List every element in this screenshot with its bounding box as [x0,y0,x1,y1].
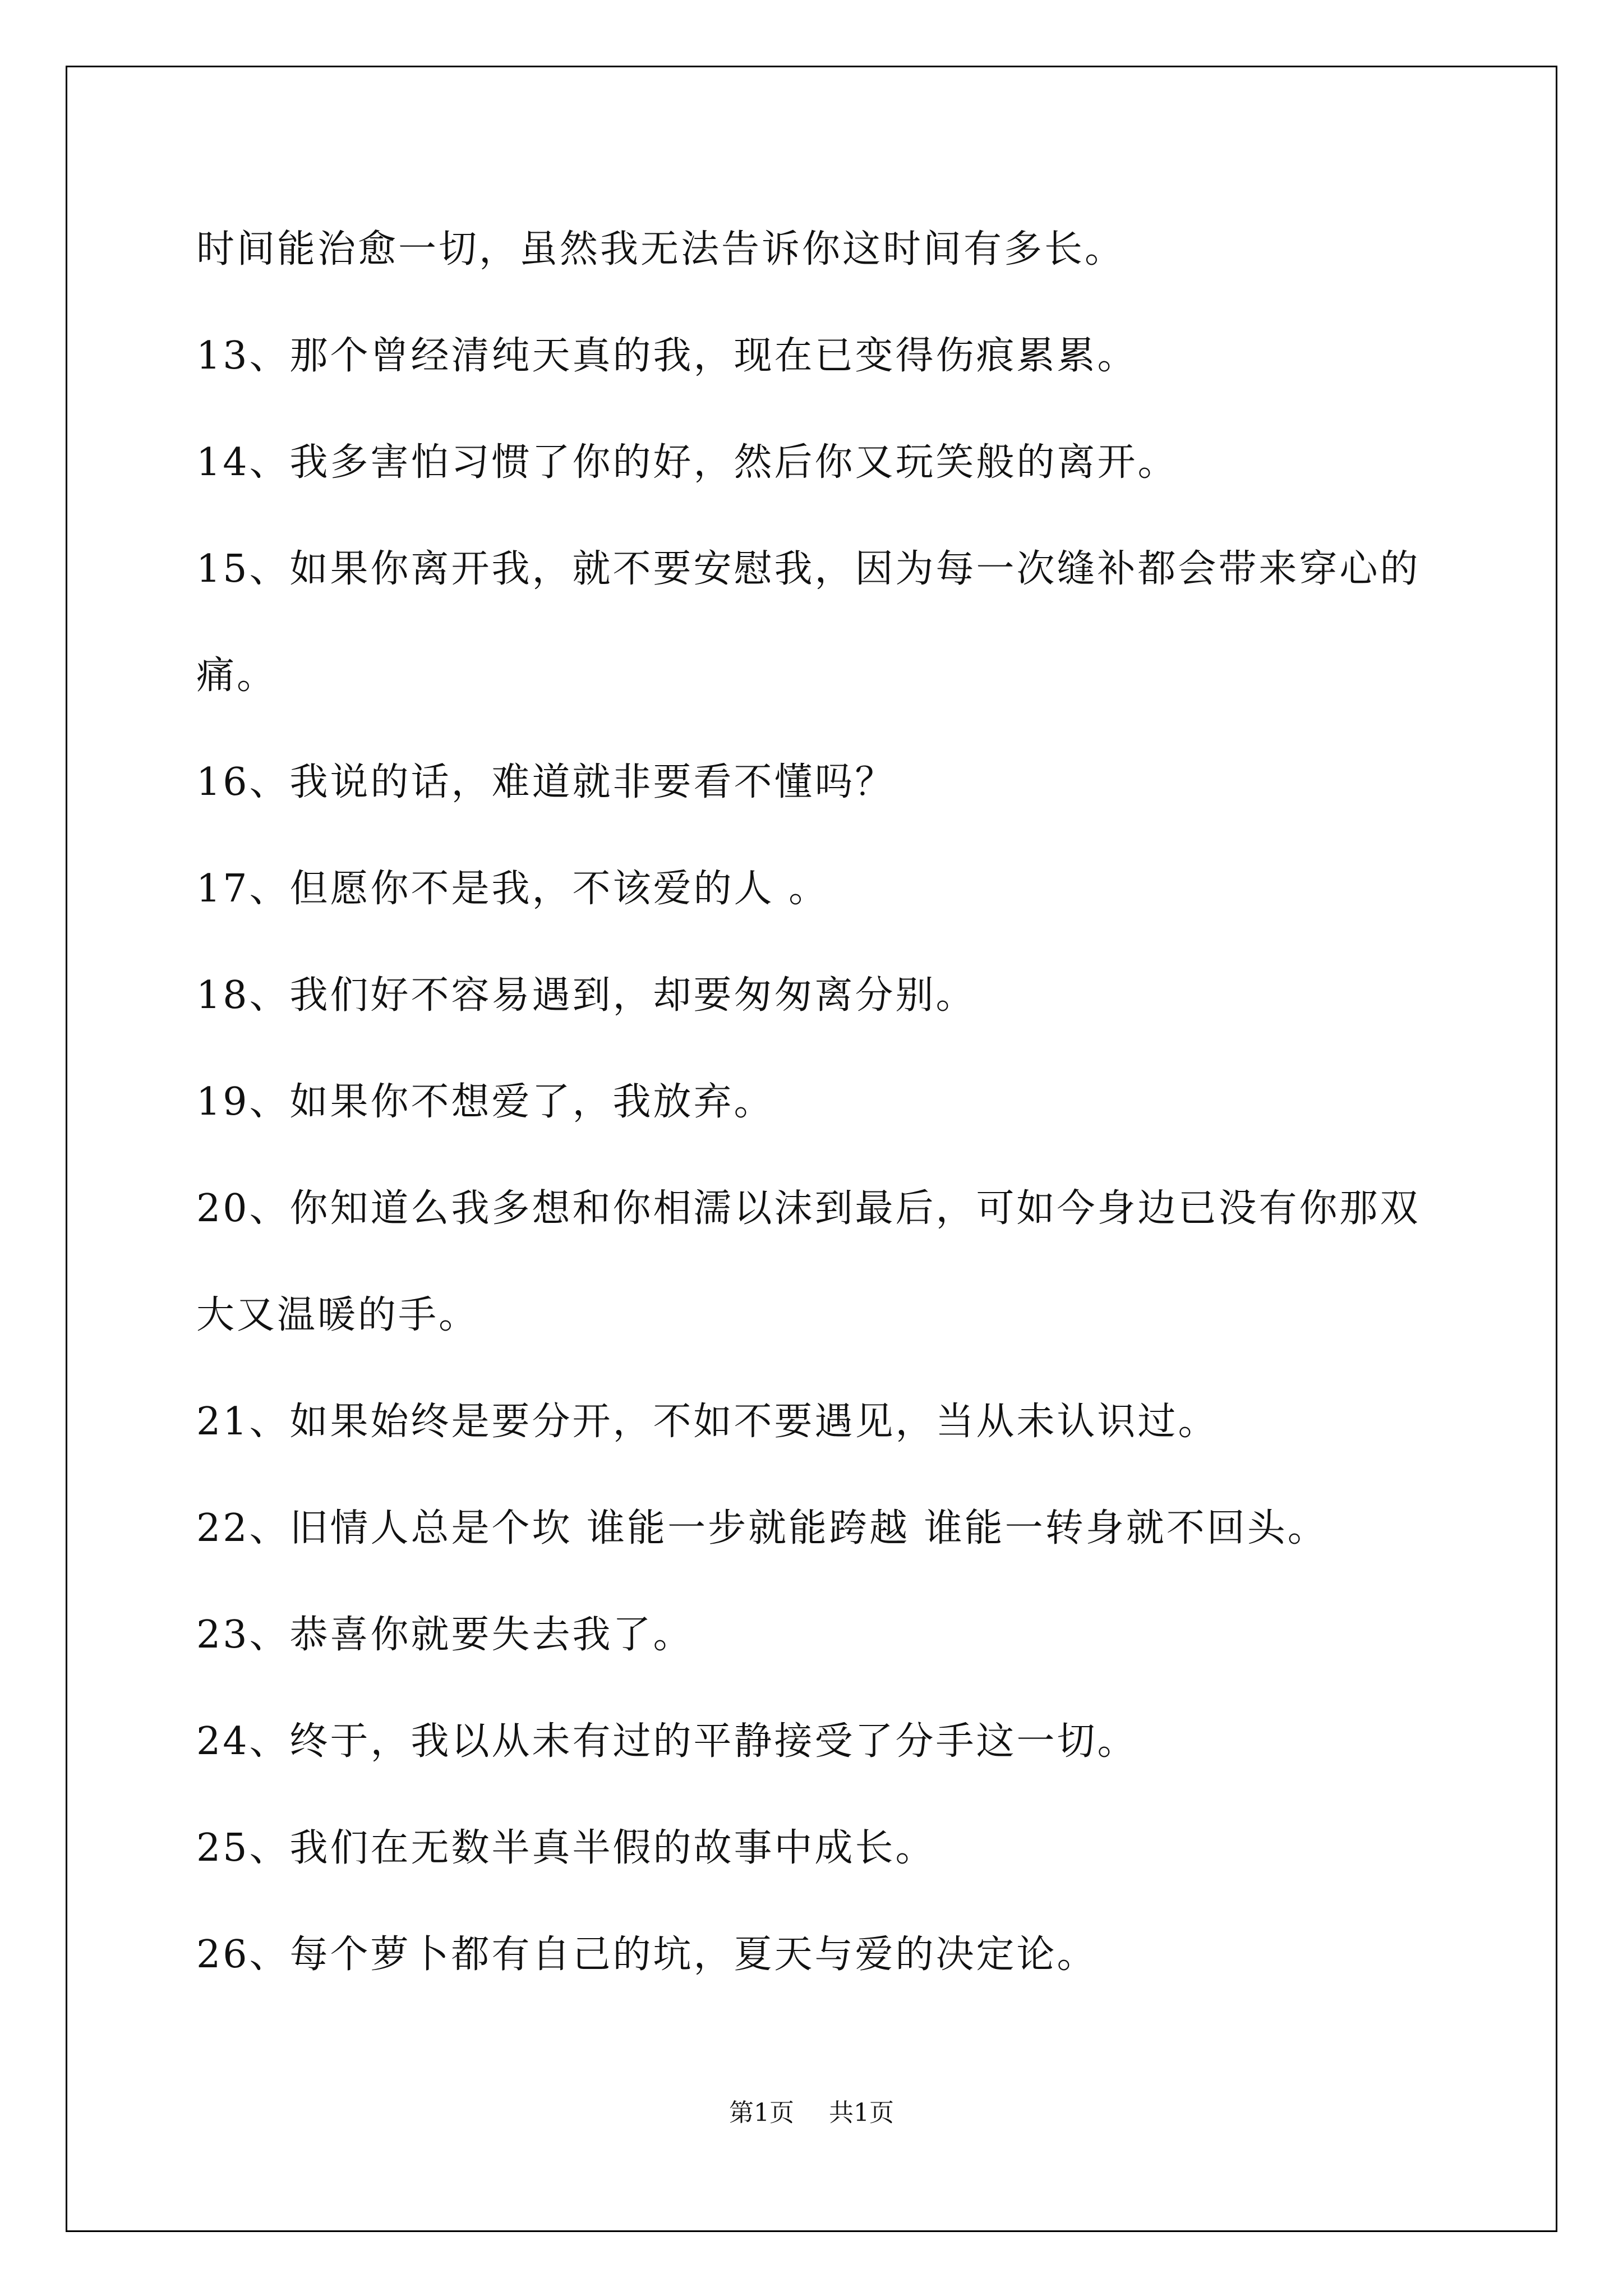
text-line: 24、终于，我以从未有过的平静接受了分手这一切。 [196,1719,1138,1764]
text-line: 13、那个曾经清纯天真的我，现在已变得伤痕累累。 [196,334,1138,378]
text-line: 20、你知道么我多想和你相濡以沫到最后，可如今身边已没有你那双 [196,1186,1421,1231]
text-line: 17、但愿你不是我，不该爱的人 。 [196,867,829,911]
text-line: 21、如果始终是要分开，不如不要遇见，当从未认识过。 [196,1400,1219,1444]
page-footer [0,2092,1623,2128]
text-line: 大又温暖的手。 [196,1293,479,1337]
text-line: 14、我多害怕习惯了你的好，然后你又玩笑般的离开。 [196,440,1178,485]
text-line: 时间能治愈一切，虽然我无法告诉你这时间有多长。 [196,227,1126,272]
text-line: 23、恭喜你就要失去我了。 [196,1613,694,1657]
text-line: 25、我们在无数半真半假的故事中成长。 [196,1826,936,1870]
page-number: 第1页 [729,2099,794,2127]
text-line: 26、每个萝卜都有自己的坑，夏天与爱的决定论。 [196,1932,1098,1977]
text-line: 16、我说的话，难道就非要看不懂吗？ [196,760,896,804]
text-line: 19、如果你不想爱了，我放弃。 [196,1080,774,1124]
text-line: 22、旧情人总是个坎 谁能一步就能跨越 谁能一转身就不回头。 [196,1506,1328,1550]
text-line: 痛。 [196,654,278,698]
text-line: 18、我们好不容易遇到，却要匆匆离分别。 [196,973,976,1018]
page-total: 共1页 [829,2099,894,2127]
document-body [196,227,1464,2039]
text-line: 15、如果你离开我，就不要安慰我，因为每一次缝补都会带来穿心的 [196,547,1421,591]
